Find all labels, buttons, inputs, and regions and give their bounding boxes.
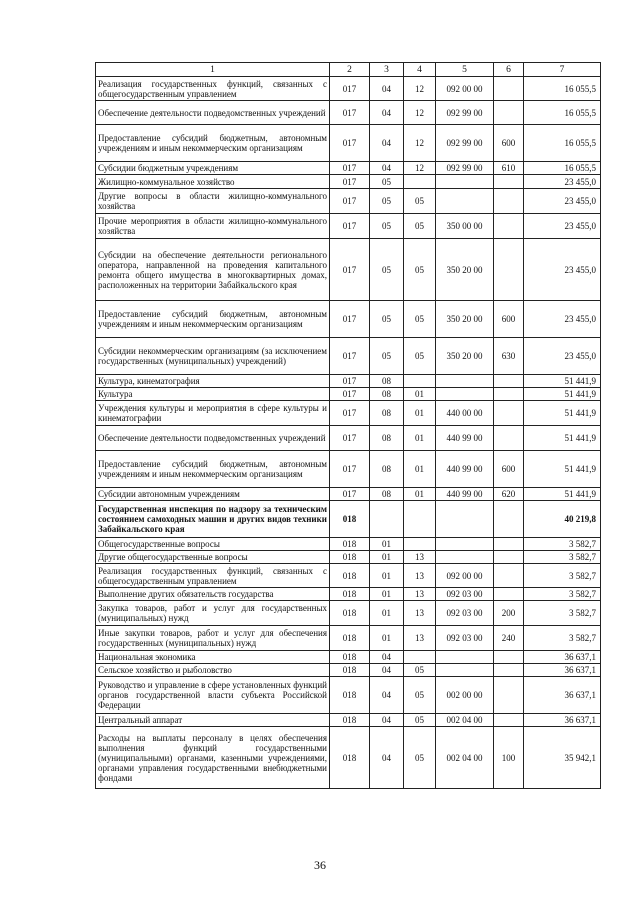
row-admin-code-cell: 017 (330, 239, 370, 301)
row-section-cell: 08 (370, 426, 404, 451)
table-row (96, 175, 601, 189)
row-amount-cell: 3 582,7 (524, 601, 601, 626)
row-amount-cell: 23 455,0 (524, 239, 601, 301)
row-admin-code-cell: 017 (330, 175, 370, 189)
row-target-article-cell: 350 20 00 (436, 301, 494, 338)
row-target-article-cell: 092 03 00 (436, 626, 494, 651)
row-expense-type-cell (494, 501, 524, 538)
row-expense-type-cell: 200 (494, 601, 524, 626)
table-row (96, 301, 601, 338)
row-admin-code-cell: 018 (330, 601, 370, 626)
row-name-cell: Культура, кинематография (96, 375, 330, 388)
row-target-article-cell (436, 375, 494, 388)
row-amount-cell: 35 942,1 (524, 727, 601, 789)
table-row (96, 451, 601, 488)
row-admin-code-cell: 017 (330, 162, 370, 175)
row-subsection-cell: 05 (404, 664, 436, 677)
row-admin-code-cell: 017 (330, 125, 370, 162)
row-amount-cell: 36 637,1 (524, 664, 601, 677)
row-name-cell: Субсидии некоммерческим организациям (за исключением государственных (муниципальных) учреждений) (96, 338, 330, 375)
row-expense-type-cell: 100 (494, 727, 524, 789)
row-name-cell: Сельское хозяйство и рыболовство (96, 664, 330, 677)
row-section-cell: 01 (370, 551, 404, 564)
row-admin-code-cell: 018 (330, 551, 370, 564)
row-section-cell: 05 (370, 214, 404, 239)
row-name-cell: Центральный аппарат (96, 714, 330, 727)
row-expense-type-cell (494, 101, 524, 125)
table-row (96, 239, 601, 301)
row-admin-code-cell: 017 (330, 101, 370, 125)
row-name-cell: Закупка товаров, работ и услуг для государственных (муниципальных) нужд (96, 601, 330, 626)
table-row (96, 401, 601, 426)
row-amount-cell: 40 219,8 (524, 501, 601, 538)
row-target-article-cell (436, 651, 494, 664)
row-name-cell: Национальная экономика (96, 651, 330, 664)
row-subsection-cell: 05 (404, 214, 436, 239)
row-section-cell: 04 (370, 677, 404, 714)
row-subsection-cell: 05 (404, 239, 436, 301)
row-amount-cell: 23 455,0 (524, 338, 601, 375)
header-col-3: 3 (370, 63, 404, 77)
row-amount-cell: 51 441,9 (524, 488, 601, 501)
row-expense-type-cell (494, 426, 524, 451)
row-admin-code-cell: 018 (330, 677, 370, 714)
row-target-article-cell (436, 664, 494, 677)
row-target-article-cell: 002 00 00 (436, 677, 494, 714)
row-expense-type-cell (494, 551, 524, 564)
row-subsection-cell (404, 538, 436, 551)
row-section-cell: 05 (370, 175, 404, 189)
row-section-cell: 01 (370, 626, 404, 651)
row-amount-cell: 3 582,7 (524, 551, 601, 564)
row-name-cell: Общегосударственные вопросы (96, 538, 330, 551)
row-section-cell: 05 (370, 338, 404, 375)
row-target-article-cell: 092 03 00 (436, 588, 494, 601)
row-target-article-cell: 350 00 00 (436, 214, 494, 239)
row-admin-code-cell: 018 (330, 626, 370, 651)
row-amount-cell: 51 441,9 (524, 451, 601, 488)
row-subsection-cell: 05 (404, 301, 436, 338)
row-section-cell (370, 501, 404, 538)
row-expense-type-cell (494, 175, 524, 189)
row-name-cell: Выполнение других обязательств государства (96, 588, 330, 601)
row-subsection-cell (404, 375, 436, 388)
row-target-article-cell: 440 99 00 (436, 488, 494, 501)
row-name-cell: Другие общегосударственные вопросы (96, 551, 330, 564)
row-admin-code-cell: 018 (330, 501, 370, 538)
table-row (96, 189, 601, 214)
row-subsection-cell: 12 (404, 125, 436, 162)
row-subsection-cell (404, 501, 436, 538)
table-row (96, 77, 601, 101)
row-expense-type-cell (494, 77, 524, 101)
row-expense-type-cell (494, 651, 524, 664)
row-amount-cell: 3 582,7 (524, 564, 601, 588)
row-amount-cell: 51 441,9 (524, 375, 601, 388)
row-target-article-cell: 440 99 00 (436, 426, 494, 451)
row-target-article-cell: 440 00 00 (436, 401, 494, 426)
row-expense-type-cell: 240 (494, 626, 524, 651)
table-row (96, 426, 601, 451)
row-name-cell: Реализация государственных функций, связанных с общегосударственным управлением (96, 77, 330, 101)
row-expense-type-cell (494, 538, 524, 551)
row-section-cell: 01 (370, 538, 404, 551)
row-expense-type-cell (494, 564, 524, 588)
row-section-cell: 04 (370, 162, 404, 175)
row-section-cell: 05 (370, 239, 404, 301)
row-subsection-cell: 13 (404, 564, 436, 588)
row-expense-type-cell (494, 401, 524, 426)
row-admin-code-cell: 018 (330, 538, 370, 551)
row-admin-code-cell: 017 (330, 214, 370, 239)
row-section-cell: 08 (370, 388, 404, 401)
row-target-article-cell (436, 538, 494, 551)
table-row (96, 101, 601, 125)
row-subsection-cell: 13 (404, 601, 436, 626)
row-target-article-cell: 092 00 00 (436, 564, 494, 588)
row-section-cell: 08 (370, 401, 404, 426)
row-section-cell: 05 (370, 301, 404, 338)
row-name-cell: Другие вопросы в области жилищно-коммунального хозяйства (96, 189, 330, 214)
row-admin-code-cell: 017 (330, 77, 370, 101)
table-row (96, 375, 601, 388)
row-amount-cell: 3 582,7 (524, 588, 601, 601)
row-expense-type-cell (494, 214, 524, 239)
row-expense-type-cell (494, 588, 524, 601)
row-name-cell: Реализация государственных функций, связанных с общегосударственным управлением (96, 564, 330, 588)
row-subsection-cell: 05 (404, 338, 436, 375)
row-amount-cell: 16 055,5 (524, 101, 601, 125)
row-name-cell: Учреждения культуры и мероприятия в сфере культуры и кинематографии (96, 401, 330, 426)
header-col-1: 1 (96, 63, 330, 77)
row-subsection-cell: 12 (404, 77, 436, 101)
table-row (96, 564, 601, 588)
row-name-cell: Предоставление субсидий бюджетным, автономным учреждениям и иным некоммерческим организациям (96, 301, 330, 338)
row-subsection-cell: 05 (404, 189, 436, 214)
row-target-article-cell (436, 189, 494, 214)
row-section-cell: 04 (370, 727, 404, 789)
row-name-cell: Предоставление субсидий бюджетным, автономным учреждениям и иным некоммерческим организациям (96, 451, 330, 488)
row-section-cell: 04 (370, 101, 404, 125)
row-amount-cell: 3 582,7 (524, 538, 601, 551)
row-section-cell: 04 (370, 125, 404, 162)
row-amount-cell: 23 455,0 (524, 214, 601, 239)
row-expense-type-cell: 620 (494, 488, 524, 501)
row-admin-code-cell: 017 (330, 488, 370, 501)
row-admin-code-cell: 018 (330, 651, 370, 664)
row-amount-cell: 51 441,9 (524, 426, 601, 451)
row-expense-type-cell: 600 (494, 451, 524, 488)
row-expense-type-cell: 600 (494, 125, 524, 162)
header-col-7: 7 (524, 63, 601, 77)
row-section-cell: 01 (370, 588, 404, 601)
table-row (96, 488, 601, 501)
table-row (96, 588, 601, 601)
row-expense-type-cell (494, 375, 524, 388)
row-amount-cell: 36 637,1 (524, 651, 601, 664)
row-subsection-cell: 13 (404, 551, 436, 564)
header-col-2: 2 (330, 63, 370, 77)
row-amount-cell: 3 582,7 (524, 626, 601, 651)
row-name-cell: Культура (96, 388, 330, 401)
table-row (96, 162, 601, 175)
row-section-cell: 08 (370, 375, 404, 388)
row-subsection-cell: 01 (404, 488, 436, 501)
row-section-cell: 04 (370, 664, 404, 677)
table-row (96, 214, 601, 239)
row-subsection-cell: 13 (404, 626, 436, 651)
row-section-cell: 01 (370, 564, 404, 588)
table-row (96, 501, 601, 538)
row-expense-type-cell: 610 (494, 162, 524, 175)
row-amount-cell: 16 055,5 (524, 77, 601, 101)
row-admin-code-cell: 017 (330, 401, 370, 426)
table-row (96, 601, 601, 626)
table-row (96, 664, 601, 677)
row-section-cell: 08 (370, 488, 404, 501)
row-target-article-cell (436, 551, 494, 564)
table-row (96, 727, 601, 789)
row-name-cell: Субсидии бюджетным учреждениям (96, 162, 330, 175)
row-subsection-cell: 05 (404, 714, 436, 727)
row-subsection-cell: 12 (404, 162, 436, 175)
row-target-article-cell: 092 00 00 (436, 77, 494, 101)
row-expense-type-cell (494, 239, 524, 301)
row-subsection-cell: 01 (404, 426, 436, 451)
row-name-cell: Предоставление субсидий бюджетным, автономным учреждениям и иным некоммерческим организациям (96, 125, 330, 162)
row-subsection-cell: 13 (404, 588, 436, 601)
header-col-4: 4 (404, 63, 436, 77)
row-target-article-cell: 350 20 00 (436, 239, 494, 301)
row-name-cell: Субсидии на обеспечение деятельности регионального оператора, направленной на проведения капитального ремонта общего имущества в многоквартирных домах, расположенных на территории Забайкальского края (96, 239, 330, 301)
table-row (96, 651, 601, 664)
row-target-article-cell: 092 99 00 (436, 101, 494, 125)
table-row (96, 626, 601, 651)
row-section-cell: 01 (370, 601, 404, 626)
row-admin-code-cell: 017 (330, 338, 370, 375)
table-header-row (96, 63, 601, 77)
row-target-article-cell: 350 20 00 (436, 338, 494, 375)
table-body (96, 77, 601, 789)
row-expense-type-cell (494, 714, 524, 727)
row-admin-code-cell: 018 (330, 588, 370, 601)
row-admin-code-cell: 017 (330, 451, 370, 488)
row-name-cell: Жилищно-коммунальное хозяйство (96, 175, 330, 189)
row-admin-code-cell: 017 (330, 426, 370, 451)
row-name-cell: Обеспечение деятельности подведомственных учреждений (96, 426, 330, 451)
row-amount-cell: 23 455,0 (524, 175, 601, 189)
table-row (96, 677, 601, 714)
row-admin-code-cell: 017 (330, 375, 370, 388)
table-row (96, 714, 601, 727)
row-subsection-cell (404, 175, 436, 189)
row-section-cell: 04 (370, 714, 404, 727)
budget-table (95, 62, 601, 789)
row-target-article-cell (436, 175, 494, 189)
row-name-cell: Субсидии автономным учреждениям (96, 488, 330, 501)
row-amount-cell: 36 637,1 (524, 714, 601, 727)
table-row (96, 125, 601, 162)
row-expense-type-cell: 600 (494, 301, 524, 338)
row-target-article-cell: 092 99 00 (436, 162, 494, 175)
row-admin-code-cell: 018 (330, 664, 370, 677)
row-subsection-cell: 05 (404, 727, 436, 789)
table-row (96, 538, 601, 551)
row-amount-cell: 51 441,9 (524, 388, 601, 401)
table-row (96, 338, 601, 375)
row-name-cell: Расходы на выплаты персоналу в целях обеспечения выполнения функций государственными (муниципальными) органами, казенными учреждениями, органами управления государственными внебюджетными фондами (96, 727, 330, 789)
row-section-cell: 04 (370, 651, 404, 664)
row-target-article-cell: 440 99 00 (436, 451, 494, 488)
row-target-article-cell (436, 388, 494, 401)
page-number: 36 (314, 858, 326, 872)
table-row (96, 551, 601, 564)
row-amount-cell: 16 055,5 (524, 125, 601, 162)
budget-table-container (95, 62, 600, 789)
row-subsection-cell: 05 (404, 677, 436, 714)
row-expense-type-cell (494, 189, 524, 214)
header-col-6: 6 (494, 63, 524, 77)
row-expense-type-cell (494, 677, 524, 714)
row-section-cell: 05 (370, 189, 404, 214)
row-target-article-cell: 092 99 00 (436, 125, 494, 162)
table-row (96, 388, 601, 401)
row-section-cell: 04 (370, 77, 404, 101)
row-amount-cell: 51 441,9 (524, 401, 601, 426)
row-section-cell: 08 (370, 451, 404, 488)
row-amount-cell: 23 455,0 (524, 301, 601, 338)
row-target-article-cell: 002 04 00 (436, 714, 494, 727)
row-amount-cell: 36 637,1 (524, 677, 601, 714)
row-target-article-cell: 002 04 00 (436, 727, 494, 789)
row-target-article-cell (436, 501, 494, 538)
row-expense-type-cell: 630 (494, 338, 524, 375)
row-subsection-cell: 12 (404, 101, 436, 125)
header-col-5: 5 (436, 63, 494, 77)
row-subsection-cell: 01 (404, 401, 436, 426)
row-admin-code-cell: 017 (330, 189, 370, 214)
row-amount-cell: 23 455,0 (524, 189, 601, 214)
row-admin-code-cell: 018 (330, 714, 370, 727)
row-expense-type-cell (494, 664, 524, 677)
row-admin-code-cell: 018 (330, 727, 370, 789)
row-name-cell: Руководство и управление в сфере установленных функций органов государственной власти субъекта Российской Федерации (96, 677, 330, 714)
row-subsection-cell: 01 (404, 388, 436, 401)
row-name-cell: Обеспечение деятельности подведомственных учреждений (96, 101, 330, 125)
row-target-article-cell: 092 03 00 (436, 601, 494, 626)
row-admin-code-cell: 017 (330, 388, 370, 401)
row-admin-code-cell: 017 (330, 301, 370, 338)
row-admin-code-cell: 018 (330, 564, 370, 588)
row-name-cell: Иные закупки товаров, работ и услуг для обеспечения государственных (муниципальных) нужд (96, 626, 330, 651)
row-name-cell: Прочие мероприятия в области жилищно-коммунального хозяйства (96, 214, 330, 239)
row-expense-type-cell (494, 388, 524, 401)
row-name-cell: Государственная инспекция по надзору за техническим состоянием самоходных машин и других видов техники Забайкальского края (96, 501, 330, 538)
row-subsection-cell: 01 (404, 451, 436, 488)
row-amount-cell: 16 055,5 (524, 162, 601, 175)
row-subsection-cell (404, 651, 436, 664)
